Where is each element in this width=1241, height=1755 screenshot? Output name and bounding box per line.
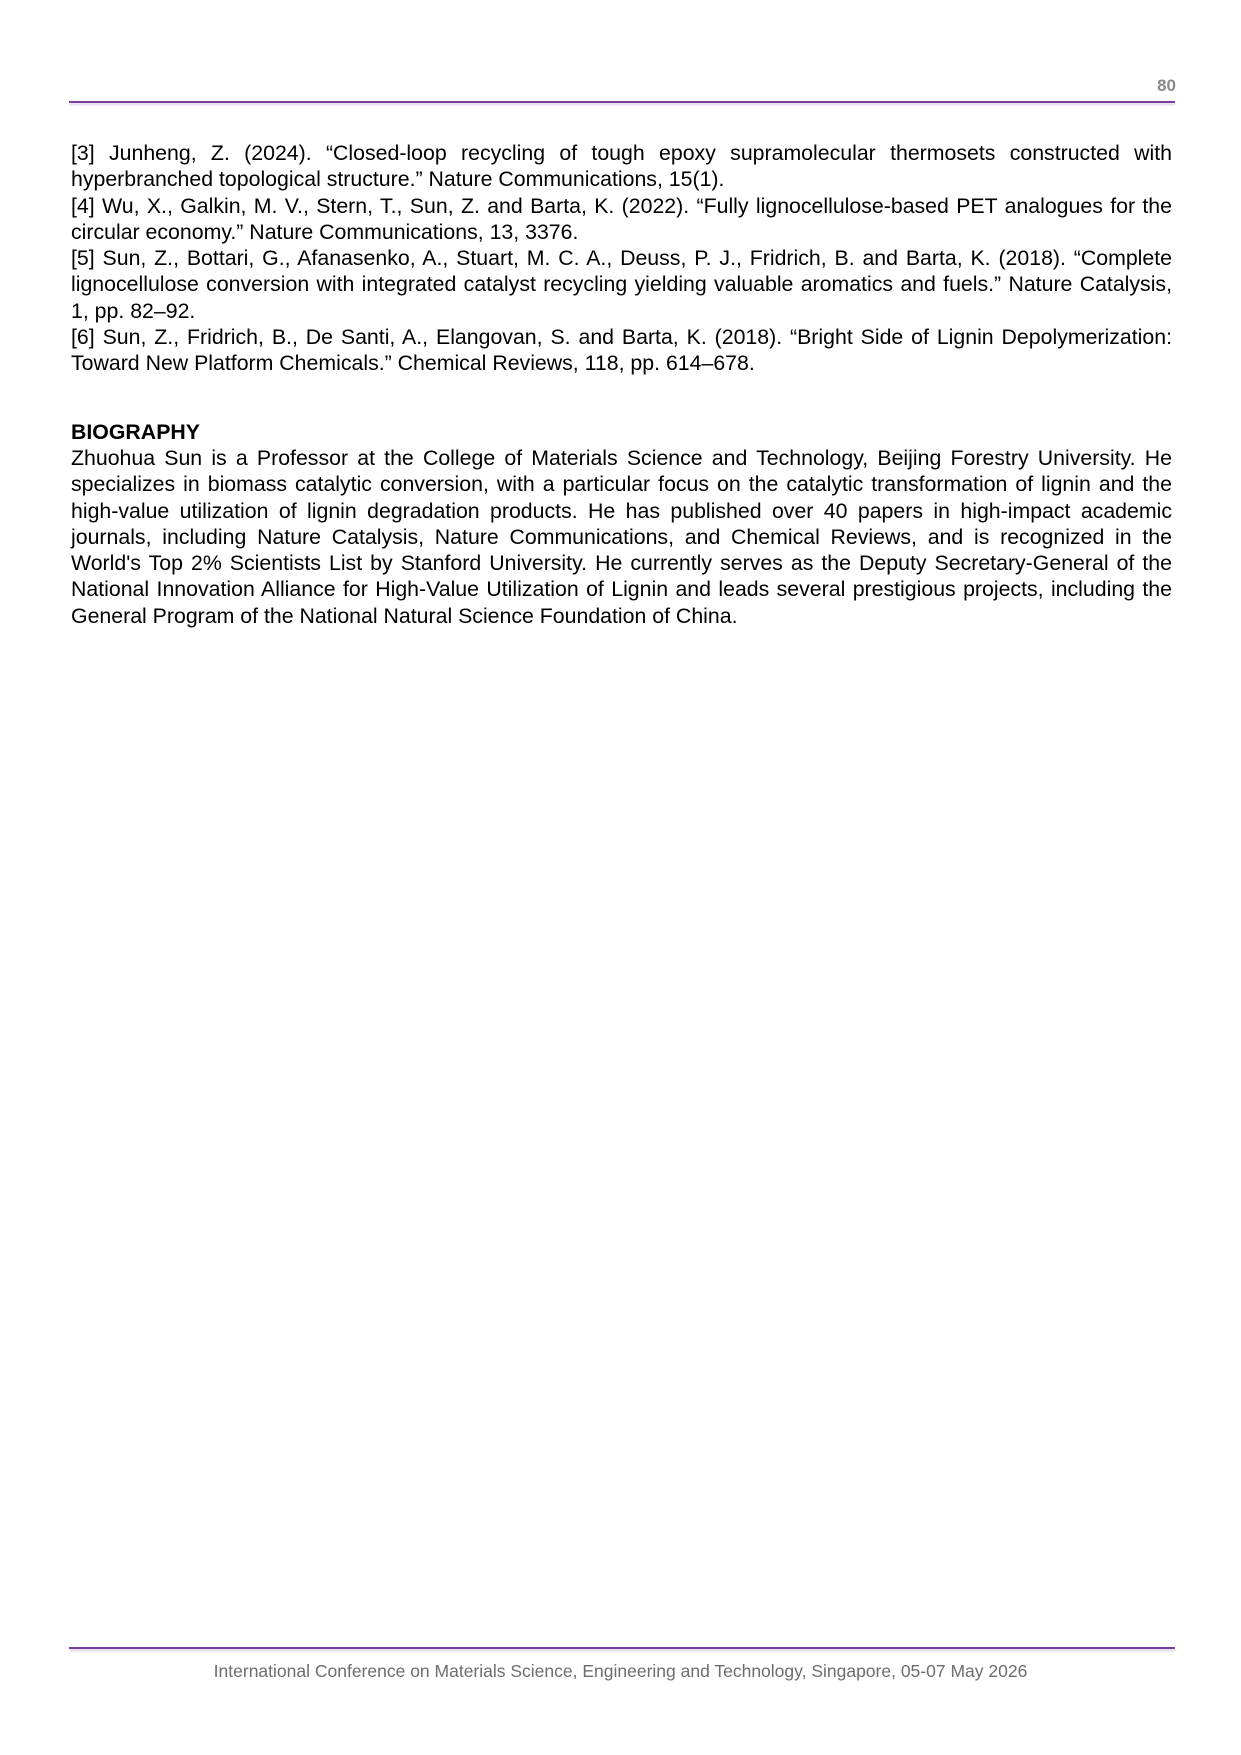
biography-heading: BIOGRAPHY xyxy=(71,419,200,444)
reference-item: [6] Sun, Z., Fridrich, B., De Santi, A., Elangovan, S. and Barta, K. (2018). “Bright Side of Lignin Depolymerization: Toward New Platform Chemicals.” Chemical Reviews, 118, pp. 614–678. xyxy=(71,325,1172,376)
footer-conference-text: International Conference on Materials Science, Engineering and Technology, Singapore, 05-07 May 2026 xyxy=(213,1661,1028,1681)
biography-text: Zhuohua Sun is a Professor at the College of Materials Science and Technology, Beijing Forestry University. He specializes in biomass catalytic conversion, with a particular focus on the catalytic transformation of lignin and the high-value utilization of lignin degradation products. He has published over 40 papers in high-impact academic journals, including Nature Catalysis, Nature Communications, and Chemical Reviews, and is recognized in the World's Top 2% Scientists List by Stanford University. He currently serves as the Deputy Secretary-General of the National Innovation Alliance for High-Value Utilization of Lignin and leads several prestigious projects, including the General Program of the National Natural Science Foundation of China. xyxy=(71,445,1172,628)
page-content xyxy=(71,140,1172,629)
header-divider xyxy=(69,101,1175,103)
reference-item: [4] Wu, X., Galkin, M. V., Stern, T., Sun, Z. and Barta, K. (2022). “Fully lignocellulose-based PET analogues for the circular economy.” Nature Communications, 13, 3376. xyxy=(71,193,1172,244)
reference-list xyxy=(71,140,1172,377)
reference-item: [3] Junheng, Z. (2024). “Closed-loop recycling of tough epoxy supramolecular thermosets constructed with hyperbranched topological structure.” Nature Communications, 15(1). xyxy=(71,141,1172,192)
biography-section xyxy=(71,419,1172,629)
reference-item: [5] Sun, Z., Bottari, G., Afanasenko, A., Stuart, M. C. A., Deuss, P. J., Fridrich, B. and Barta, K. (2018). “Complete lignocellulose conversion with integrated catalyst recycling yielding valuable aromatics and fuels.” Nature Catalysis, 1, pp. 82–92. xyxy=(71,246,1172,323)
page-number: 80 xyxy=(1157,76,1176,95)
footer-divider xyxy=(69,1647,1175,1649)
